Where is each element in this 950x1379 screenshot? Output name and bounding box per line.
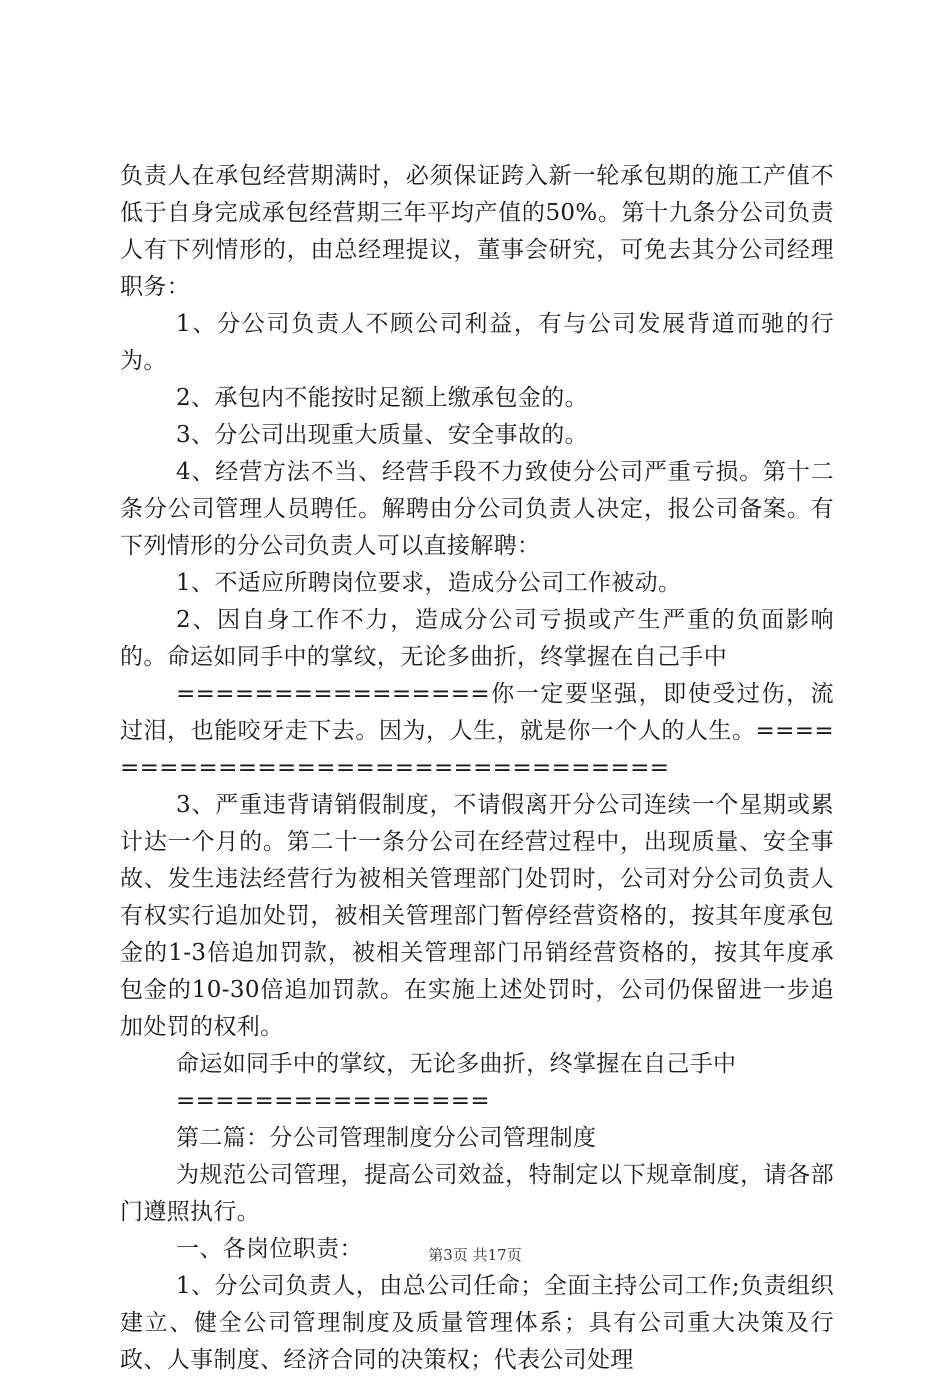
document-body [120,158,834,1379]
paragraph-motto: 命运如同手中的掌纹，无论多曲折，终掌握在自己手中 [176,1051,737,1077]
paragraph-separator: ================ [176,1088,490,1114]
paragraph-item-3: 3、分公司出现重大质量、安全事故的。 [176,422,588,448]
paragraph-opening: 负责人在承包经营期满时，必须保证跨入新一轮承包期的施工产值不低于自身完成承包经营期三年平均产值的50%。第十九条分公司负责人有下列情形的，由总经理提议，董事会研究，可免去其分公司经理职务： [120,163,834,300]
paragraph-item-1: 1、分公司负责人不顾公司利益，有与公司发展背道而驰的行为。 [120,311,834,374]
section-heading: 第二篇：分公司管理制度分公司管理制度 [176,1125,597,1151]
paragraph-item-2: 2、承包内不能按时足额上缴承包金的。 [176,385,588,411]
paragraph-duty-1: 1、分公司负责人，由总公司任命；全面主持公司工作;负责组织建立、健全公司管理制度及质量管理体系；具有公司重大决策及行政、人事制度、经济合同的决策权；代表公司处理 [120,1273,834,1373]
paragraph-inserted-quote: ================你一定要坚强，即使受过伤，流过泪，也能咬牙走下去。因为，人生，就是你一个人的人生。================================ [120,681,834,781]
paragraph-dismissal-3: 3、严重违背请销假制度，不请假离开分公司连续一个星期或累计达一个月的。第二十一条分公司在经营过程中，出现质量、安全事故、发生违法经营行为被相关管理部门处罚时，公司对分公司负责人有权实行追加处罚，被相关管理部门暂停经营资格的，按其年度承包金的1-3倍追加罚款，被相关管理部门吊销经营资格的，按其年度承包金的10-30倍追加罚款。在实施上述处罚时，公司仍保留进一步追加处罚的权利。 [120,792,834,1040]
paragraph-dismissal-2: 2、因自身工作不力，造成分公司亏损或产生严重的负面影响的。命运如同手中的掌纹，无论多曲折，终掌握在自己手中 [120,607,834,670]
subsection-heading: 一、各岗位职责： [176,1236,363,1262]
paragraph-intro: 为规范公司管理，提高公司效益，特制定以下规章制度，请各部门遵照执行。 [120,1162,834,1225]
paragraph-dismissal-1: 1、不适应所聘岗位要求，造成分公司工作被动。 [176,570,682,596]
page-number-footer: 第3页 共17页 [428,1246,522,1264]
paragraph-item-4: 4、经营方法不当、经营手段不力致使分公司严重亏损。第十二条分公司管理人员聘任。解聘由分公司负责人决定，报公司备案。有下列情形的分公司负责人可以直接解聘： [120,459,834,559]
